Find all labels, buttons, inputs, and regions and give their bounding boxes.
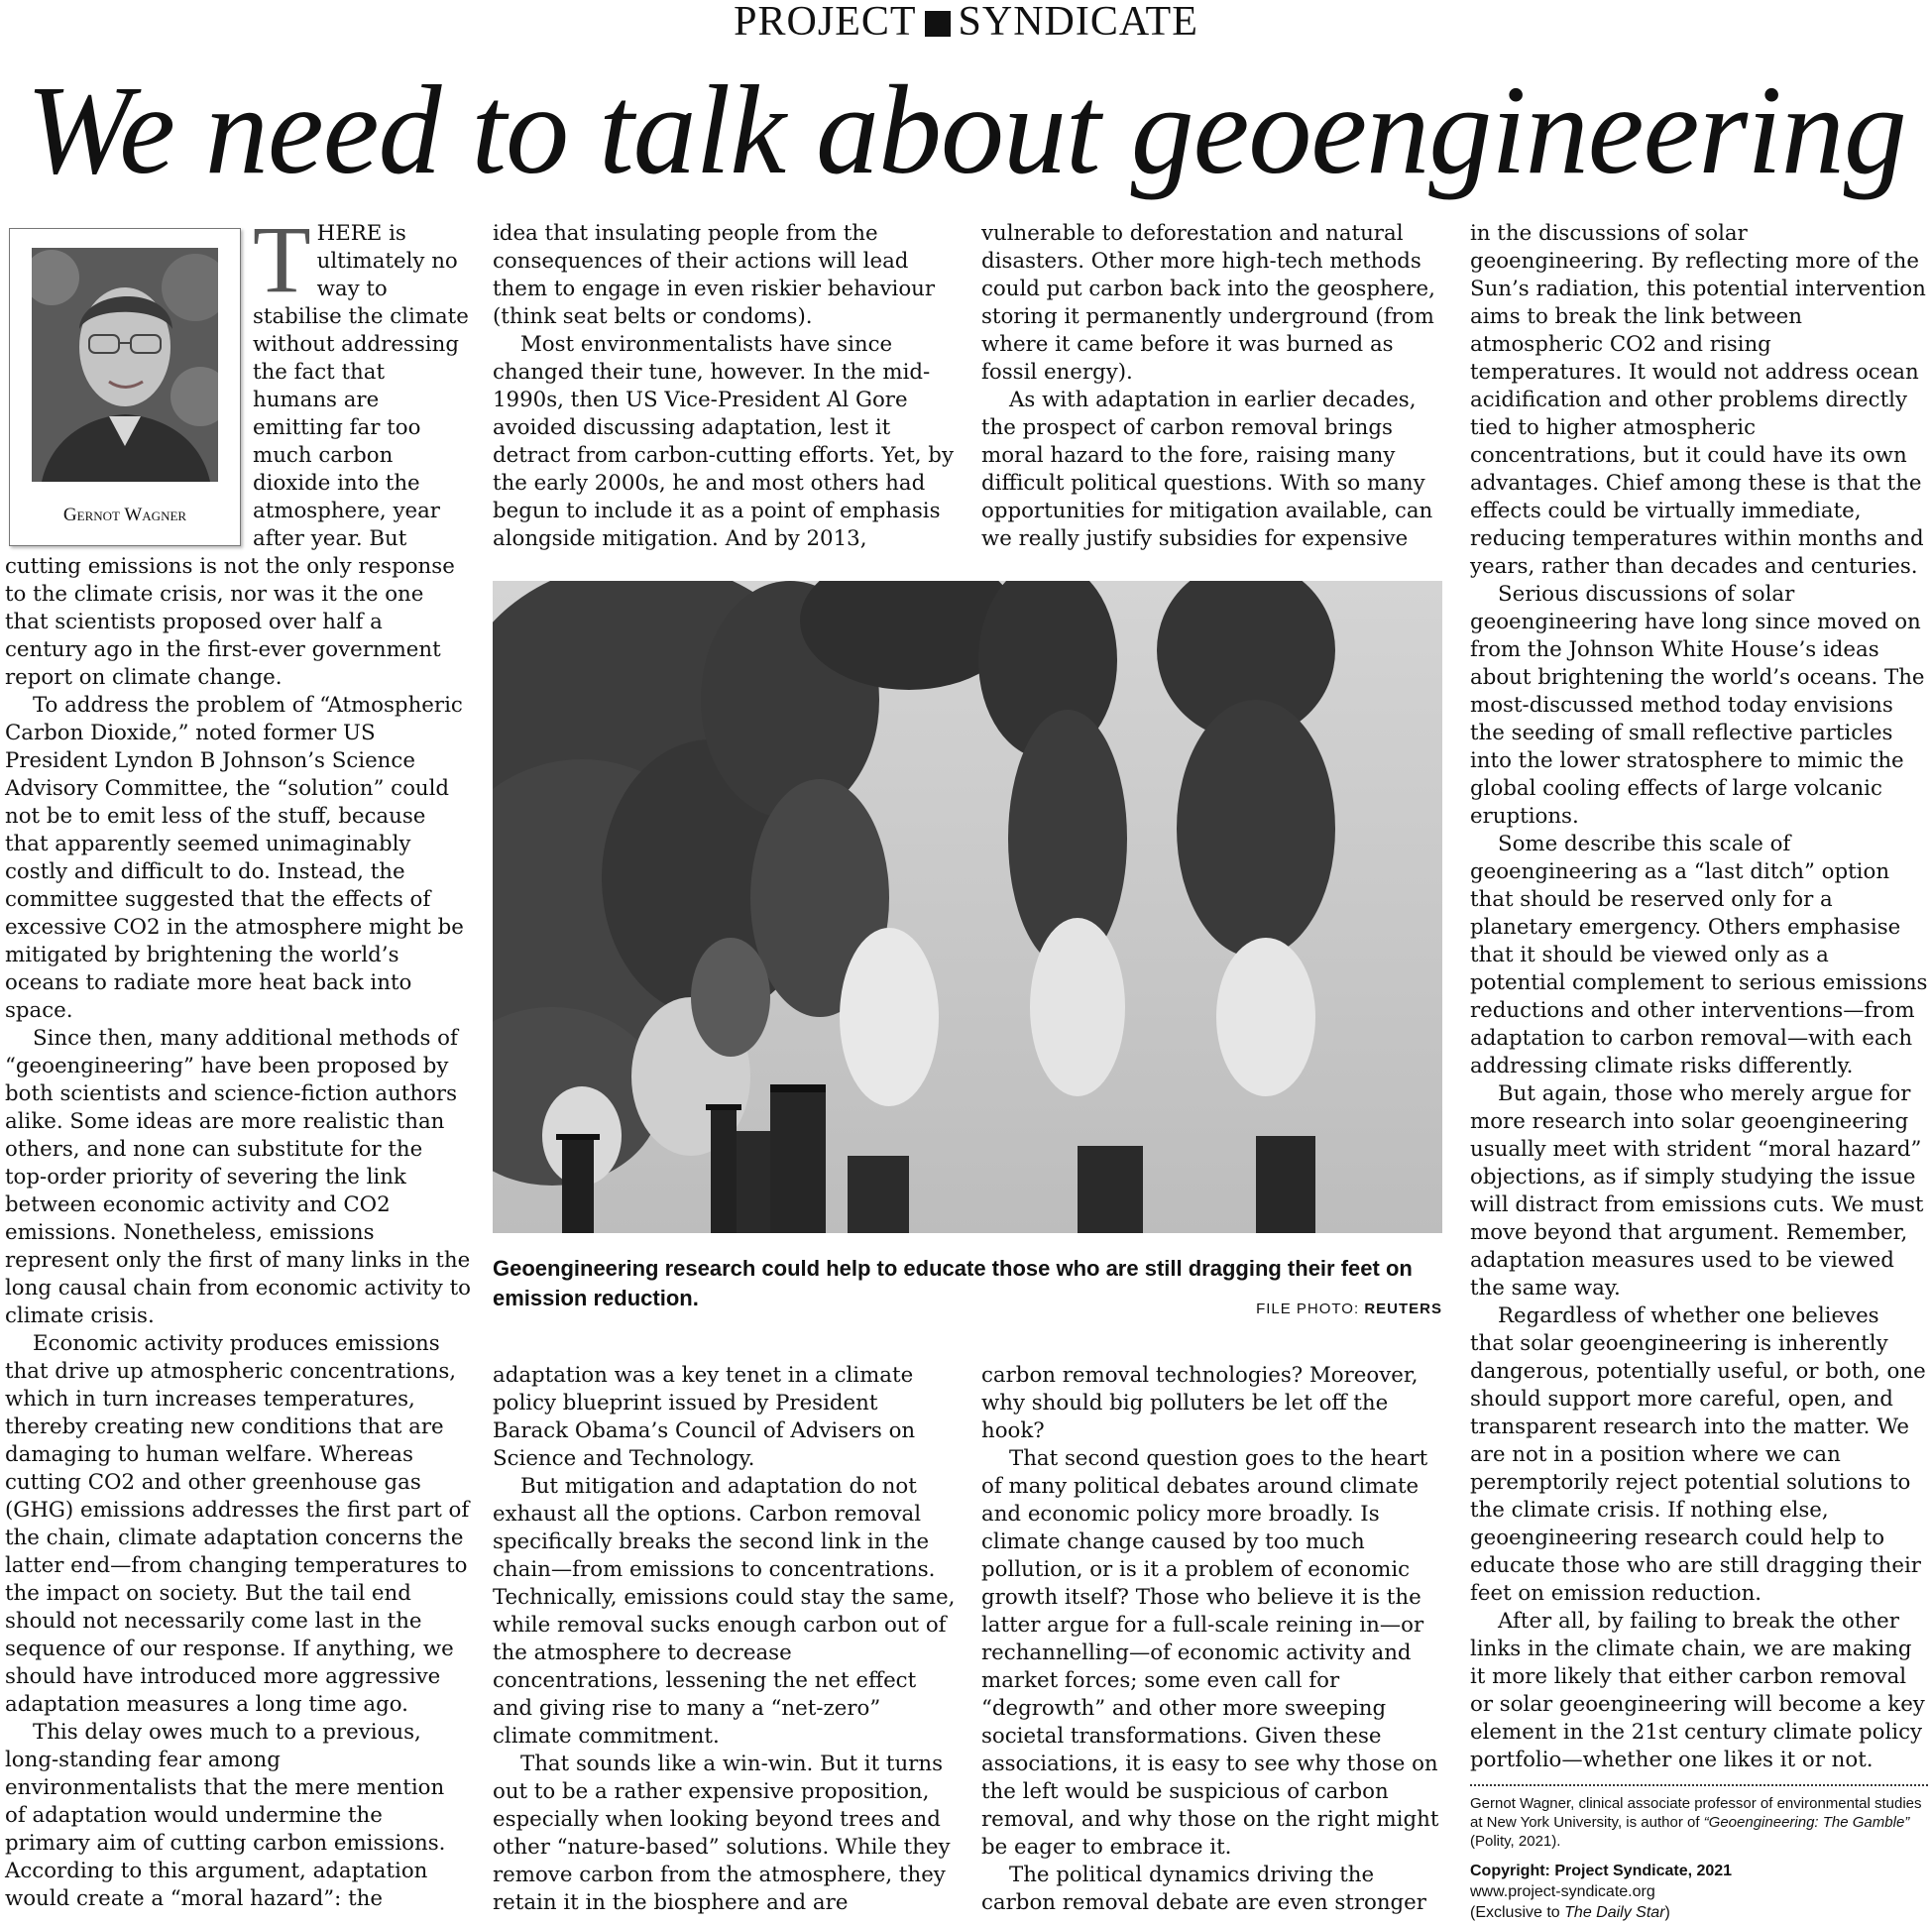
paragraph: This delay owes much to a previous, long-standing fear among environmentalists that the mere mention of adaptation would undermine the primary aim of cutting carbon emissions. According to this argument, adaptation would create a “moral hazard”: the (5, 1720, 446, 1911)
paragraph: Most environmentalists have since changed their tune, however. In the mid-1990s, then US Vice-President Al Gore avoided discussing adaptation, lest it detract from carbon-cutting efforts. Yet, by the early 2000s, he and most others had begun to include it as a point of emphasis alongside mitigation. And by 2013, (493, 332, 954, 551)
website-url: www.project-syndicate.org (1470, 1883, 1655, 1900)
bio-text-after: (Polity, 2021). (1470, 1833, 1561, 1850)
paragraph: As with adaptation in earlier decades, the prospect of carbon removal brings moral hazard to the fore, raising many difficult political questions. With so many opportunities for mitigation available, can we really justify subsidies for expensive (981, 388, 1433, 551)
paragraph: After all, by failing to break the other links in the climate chain, we are making it more likely that either carbon removal or solar geoengineering will become a key element in the 21st century climate policy portfolio—whether one likes it or not. (1470, 1609, 1925, 1772)
column-4 (1470, 220, 1928, 1923)
masthead-left: PROJECT (734, 0, 917, 45)
column-3-top (981, 220, 1447, 553)
divider (1470, 1784, 1928, 1786)
paragraph: But again, those who merely argue for more research into solar geoengineering usually meet with strident “moral hazard” objections, as if simply studying the issue will distract from emissions cuts. We must move beyond that argument. Remember, adaptation measures used to be viewed the same way. (1470, 1081, 1924, 1301)
paragraph: Serious discussions of solar geoengineering have long since moved on from the Johnson White House’s ideas about brightening the world’s oceans. The most-discussed method today envisions the seeding of small reflective particles into the lower stratosphere to mimic the global cooling effects of large volcanic eruptions. (1470, 582, 1925, 829)
exclusive-suffix: ) (1664, 1904, 1670, 1921)
paragraph: HERE is ultimately no way to stabilise the climate without addressing the fact that humans are emitting far too much carbon dioxide into the atmosphere, year after year. But cutting emissions is not the only response to the climate crisis, nor was it the one that scientists proposed over half a century ago in the first-ever government report on climate change. (5, 221, 469, 690)
column-2-top (493, 220, 959, 553)
column-3-bottom (981, 1362, 1447, 1917)
publication-name: The Daily Star (1564, 1904, 1665, 1921)
paragraph: That second question goes to the heart of many political debates around climate and economic policy more broadly. Is climate change caused by too much pollution, or is it a problem of economic growth itself? Those who believe it is the latter argue for a full-scale reining in—or rechannelling—of economic activity and market forces; some even call for “degrowth” and other more sweeping societal transformations. Given these associations, it is easy to see why those on the left would be suspicious of carbon removal, and why those on the right might be eager to embrace it. (981, 1446, 1439, 1860)
author-portrait (9, 228, 241, 546)
paragraph: Economic activity produces emissions that drive up atmospheric concentrations, which in turn increases temperatures, thereby creating new conditions that are damaging to human welfare. Whereas cutting CO2 and other greenhouse gas (GHG) emissions addresses the first part of the chain, climate adaptation concerns the latter end—from changing temperatures to the impact on society. But the tail end should not necessarily come last in the sequence of our response. If anything, we should have introduced more aggressive adaptation measures a long time ago. (5, 1331, 470, 1717)
photo-credit-prefix: FILE PHOTO: (1256, 1301, 1360, 1317)
paragraph: But mitigation and adaptation do not exhaust all the options. Carbon removal specifically breaks the second link in the chain—from emissions to concentrations. Technically, emissions could stay the same, while removal sucks enough carbon out of the atmosphere to decrease concentrations, lessening the net effect and giving rise to many a “net-zero” climate commitment. (493, 1474, 956, 1749)
bio-text: Gernot Wagner, clinical associate professor of environmental studies at New York University, is author of (1470, 1795, 1922, 1831)
column-2-bottom (493, 1362, 959, 1917)
masthead (0, 0, 1932, 44)
paragraph: Since then, many additional methods of “geoengineering” have been proposed by both scientists and science-fiction authors alike. Some ideas are more realistic than others, and none can substitute for the top-order priority of severing the link between economic activity and CO2 emissions. Nonetheless, emissions represent only the first of many links in the long causal chain from economic activity to climate crisis. (5, 1026, 471, 1328)
smokestack-photo (493, 581, 1442, 1233)
photo-credit-source: REUTERS (1364, 1301, 1442, 1317)
paragraph: To address the problem of “Atmospheric Carbon Dioxide,” noted former US President Lyndon B Johnson’s Science Advisory Committee, the “solution” could not be to emit less of the stuff, because that apparently seemed unimaginably costly and difficult to do. Instead, the committee suggested that the effects of excessive CO2 in the atmosphere might be mitigated by brightening the world’s oceans to radiate more heat back into space. (5, 693, 464, 1023)
paragraph: vulnerable to deforestation and natural disasters. Other more high-tech methods could put carbon back into the geosphere, storing it permanently underground (from where it came before it was burned as fossil energy). (981, 221, 1435, 385)
column-1 (5, 206, 471, 1913)
author-name: Gernot Wagner (62, 505, 187, 525)
paragraph: The political dynamics driving the carbon removal debate are even stronger (981, 1863, 1426, 1915)
paragraph: in the discussions of solar geoengineering. By reflecting more of the Sun’s radiation, this potential intervention aims to break the link between atmospheric CO2 and rising temperatures. It would not address ocean acidification and other problems directly tied to higher atmospheric concentrations, but it could have its own advantages. Chief among these is that the effects could be virtually immediate, reducing temperatures within months and years, rather than decades and centuries. (1470, 221, 1926, 579)
copyright-block (1470, 1861, 1928, 1923)
copyright-line: Copyright: Project Syndicate, 2021 (1470, 1863, 1733, 1879)
author-photo (32, 248, 218, 482)
paragraph: idea that insulating people from the consequences of their actions will lead them to engage in even riskier behaviour (think seat belts or condoms). (493, 221, 936, 329)
photo-credit (1180, 1301, 1442, 1317)
paragraph: Some describe this scale of geoengineering as a “last ditch” option that should be reserved only for a planetary emergency. Others emphasise that it should be viewed only as a potential complement to serious emissions reductions and other interventions—from adaptation to carbon removal—with each addressing climate risks differently. (1470, 832, 1928, 1078)
paragraph: carbon removal technologies? Moreover, why should big polluters be let off the hook? (981, 1363, 1419, 1443)
paragraph: adaptation was a key tenet in a climate policy blueprint issued by President Barack Obama’s Council of Advisers on Science and Technology. (493, 1363, 916, 1471)
exclusive-note (1470, 1902, 1928, 1923)
drop-cap: T (253, 206, 311, 312)
headline: We need to talk about geoengineering (26, 59, 1906, 200)
photo-caption: Geoengineering research could help to educate those who are still dragging their feet on emission reduction. (493, 1256, 1413, 1310)
author-bio (1470, 1794, 1928, 1851)
paragraph: Regardless of whether one believes that solar geoengineering is inherently dangerous, potentially useful, or both, one should support more careful, open, and transparent research into the matter. We are not in a position where we can peremptorily reject potential solutions to the climate crisis. If nothing else, geoengineering research could help to educate those who are still dragging their feet on emission reduction. (1470, 1303, 1926, 1606)
exclusive-prefix: (Exclusive to (1470, 1904, 1560, 1921)
masthead-right: SYNDICATE (958, 0, 1198, 45)
bio-book-title: “Geoengineering: The Gamble” (1703, 1814, 1910, 1831)
masthead-logo-icon (925, 11, 951, 37)
paragraph: That sounds like a win-win. But it turns out to be a rather expensive proposition, especially when looking beyond trees and other “nature-based” solutions. While they remove carbon from the atmosphere, they retain it in the biosphere and are (493, 1752, 951, 1915)
